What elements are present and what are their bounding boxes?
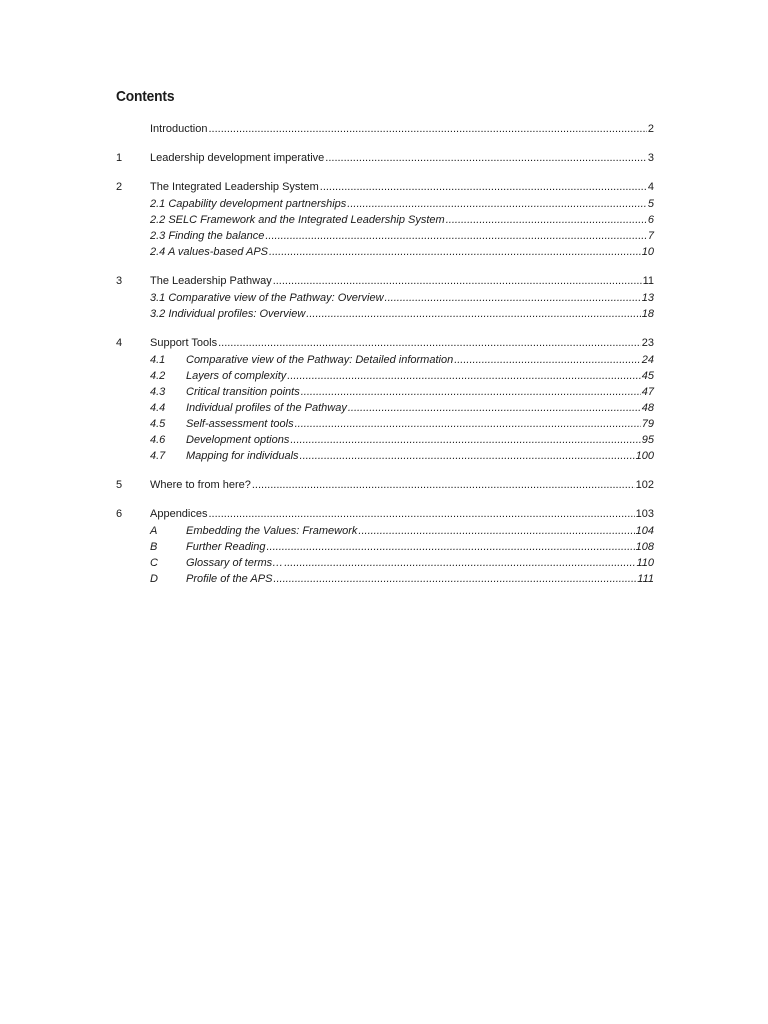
toc-section	[116, 477, 654, 493]
toc-subentry[interactable]	[116, 244, 654, 260]
toc-subentry-label: 2.1 Capability development partnerships	[150, 198, 347, 210]
dot-leader	[385, 290, 641, 306]
toc-entry-label: Leadership development imperative	[150, 152, 325, 164]
toc-subentry[interactable]	[116, 416, 654, 432]
toc-page-number: 24	[641, 354, 654, 366]
toc-page-number: 47	[641, 386, 654, 398]
toc-subentry[interactable]	[116, 352, 654, 368]
dot-leader	[446, 212, 647, 228]
toc-entry[interactable]	[116, 506, 654, 522]
toc-subentry[interactable]	[116, 539, 654, 555]
toc-subentry-number: 4.3	[150, 386, 166, 398]
toc-subentry-label: 3.1 Comparative view of the Pathway: Overview	[150, 292, 384, 304]
toc-page-number: 45	[641, 370, 654, 382]
dot-leader	[209, 506, 635, 522]
toc-subentry[interactable]	[116, 212, 654, 228]
toc-section	[116, 335, 654, 464]
toc-entry[interactable]	[116, 335, 654, 351]
toc-subentry-label: 2.3 Finding the balance	[150, 230, 265, 242]
toc-subentry-label: Mapping for individuals	[186, 450, 299, 462]
toc-page-number: 18	[641, 308, 654, 320]
dot-leader	[265, 228, 647, 244]
toc-subentry-label: 2.4 A values-based APS	[150, 246, 269, 258]
dot-leader	[300, 448, 635, 464]
toc-page-number: 100	[635, 450, 654, 462]
toc-subentry-label: 3.2 Individual profiles: Overview	[150, 308, 306, 320]
dot-leader	[252, 477, 635, 493]
toc-page-number: 103	[635, 508, 654, 520]
toc-section	[116, 150, 654, 166]
toc-subentry-label: Individual profiles of the Pathway	[186, 402, 347, 414]
toc-page-number: 10	[641, 246, 654, 258]
toc-entry[interactable]	[116, 121, 654, 137]
page-title: Contents	[116, 88, 175, 105]
dot-leader	[454, 352, 641, 368]
toc-page-number: 11	[642, 275, 654, 287]
toc-subentry-number: 4.7	[150, 450, 166, 462]
toc-entry-label: Where to from here?	[150, 479, 251, 491]
toc-subentry[interactable]	[116, 571, 654, 587]
toc-entry[interactable]	[116, 179, 654, 195]
toc-subentry[interactable]	[116, 196, 654, 212]
toc-subentry[interactable]	[116, 290, 654, 306]
toc-page-number: 102	[635, 479, 654, 491]
toc-entry-label: Appendices	[150, 508, 208, 520]
dot-leader	[301, 384, 641, 400]
toc-subentry[interactable]	[116, 555, 654, 571]
toc-page-number: 23	[641, 337, 654, 349]
toc-page-number: 111	[637, 573, 654, 585]
toc-section	[116, 506, 654, 587]
toc-page-number: 108	[635, 541, 654, 553]
toc-subentry[interactable]	[116, 368, 654, 384]
toc-page-number: 3	[647, 152, 654, 164]
toc-subentry[interactable]	[116, 432, 654, 448]
toc-subentry-label: Layers of complexity	[186, 370, 287, 382]
toc-section-number: 1	[116, 152, 123, 164]
dot-leader	[267, 539, 635, 555]
toc-subentry-label: Critical transition points	[186, 386, 300, 398]
dot-leader	[348, 400, 641, 416]
table-of-contents	[116, 121, 654, 600]
toc-entry-label: The Integrated Leadership System	[150, 181, 319, 193]
dot-leader	[273, 273, 642, 289]
toc-subentry-label: Further Reading	[186, 541, 266, 553]
toc-subentry-number: B	[150, 541, 158, 553]
toc-subentry[interactable]	[116, 448, 654, 464]
toc-section-number: 2	[116, 181, 123, 193]
toc-subentry-label: Glossary of terms…	[186, 557, 284, 569]
toc-page-number: 2	[647, 123, 654, 135]
dot-leader	[325, 150, 647, 166]
toc-subentry[interactable]	[116, 400, 654, 416]
toc-subentry-label: Development options	[186, 434, 290, 446]
toc-section	[116, 121, 654, 137]
toc-section	[116, 273, 654, 322]
toc-subentry-label: Embedding the Values: Framework	[186, 525, 358, 537]
toc-entry-label: The Leadership Pathway	[150, 275, 272, 287]
toc-section-number: 3	[116, 275, 123, 287]
toc-page-number: 13	[641, 292, 654, 304]
toc-subentry-number: D	[150, 573, 158, 585]
toc-subentry-number: 4.6	[150, 434, 166, 446]
toc-page-number: 4	[647, 181, 654, 193]
toc-entry-label: Introduction	[150, 123, 208, 135]
dot-leader	[358, 523, 634, 539]
toc-subentry[interactable]	[116, 384, 654, 400]
toc-page-number: 110	[636, 557, 654, 569]
toc-page-number: 48	[641, 402, 654, 414]
dot-leader	[287, 368, 640, 384]
dot-leader	[284, 555, 635, 571]
toc-page-number: 5	[647, 198, 654, 210]
toc-page-number: 79	[641, 418, 654, 430]
toc-page-number: 7	[647, 230, 654, 242]
toc-section-number: 4	[116, 337, 123, 349]
toc-entry-label: Support Tools	[150, 337, 218, 349]
toc-section-number: 6	[116, 508, 123, 520]
toc-entry[interactable]	[116, 273, 654, 289]
toc-subentry-number: 4.1	[150, 354, 166, 366]
toc-subentry-number: 4.2	[150, 370, 166, 382]
dot-leader	[208, 121, 646, 137]
toc-subentry-number: 4.5	[150, 418, 166, 430]
toc-subentry-label: Comparative view of the Pathway: Detailed information	[186, 354, 454, 366]
dot-leader	[320, 179, 647, 195]
toc-subentry-label: Profile of the APS	[186, 573, 273, 585]
dot-leader	[290, 432, 640, 448]
toc-page-number: 6	[647, 214, 654, 226]
toc-entry[interactable]	[116, 150, 654, 166]
toc-section-number: 5	[116, 479, 123, 491]
toc-page-number: 95	[641, 434, 654, 446]
dot-leader	[218, 335, 641, 351]
dot-leader	[295, 416, 641, 432]
toc-subentry[interactable]	[116, 523, 654, 539]
toc-subentry-number: C	[150, 557, 158, 569]
toc-page-number: 104	[635, 525, 654, 537]
dot-leader	[273, 571, 636, 587]
dot-leader	[306, 306, 640, 322]
dot-leader	[347, 196, 647, 212]
toc-subentry-label: Self-assessment tools	[186, 418, 294, 430]
toc-subentry[interactable]	[116, 306, 654, 322]
toc-section	[116, 179, 654, 260]
dot-leader	[269, 244, 641, 260]
toc-entry[interactable]	[116, 477, 654, 493]
toc-subentry-label: 2.2 SELC Framework and the Integrated Leadership System	[150, 214, 445, 226]
toc-subentry[interactable]	[116, 228, 654, 244]
toc-subentry-number: 4.4	[150, 402, 166, 414]
toc-subentry-number: A	[150, 525, 158, 537]
